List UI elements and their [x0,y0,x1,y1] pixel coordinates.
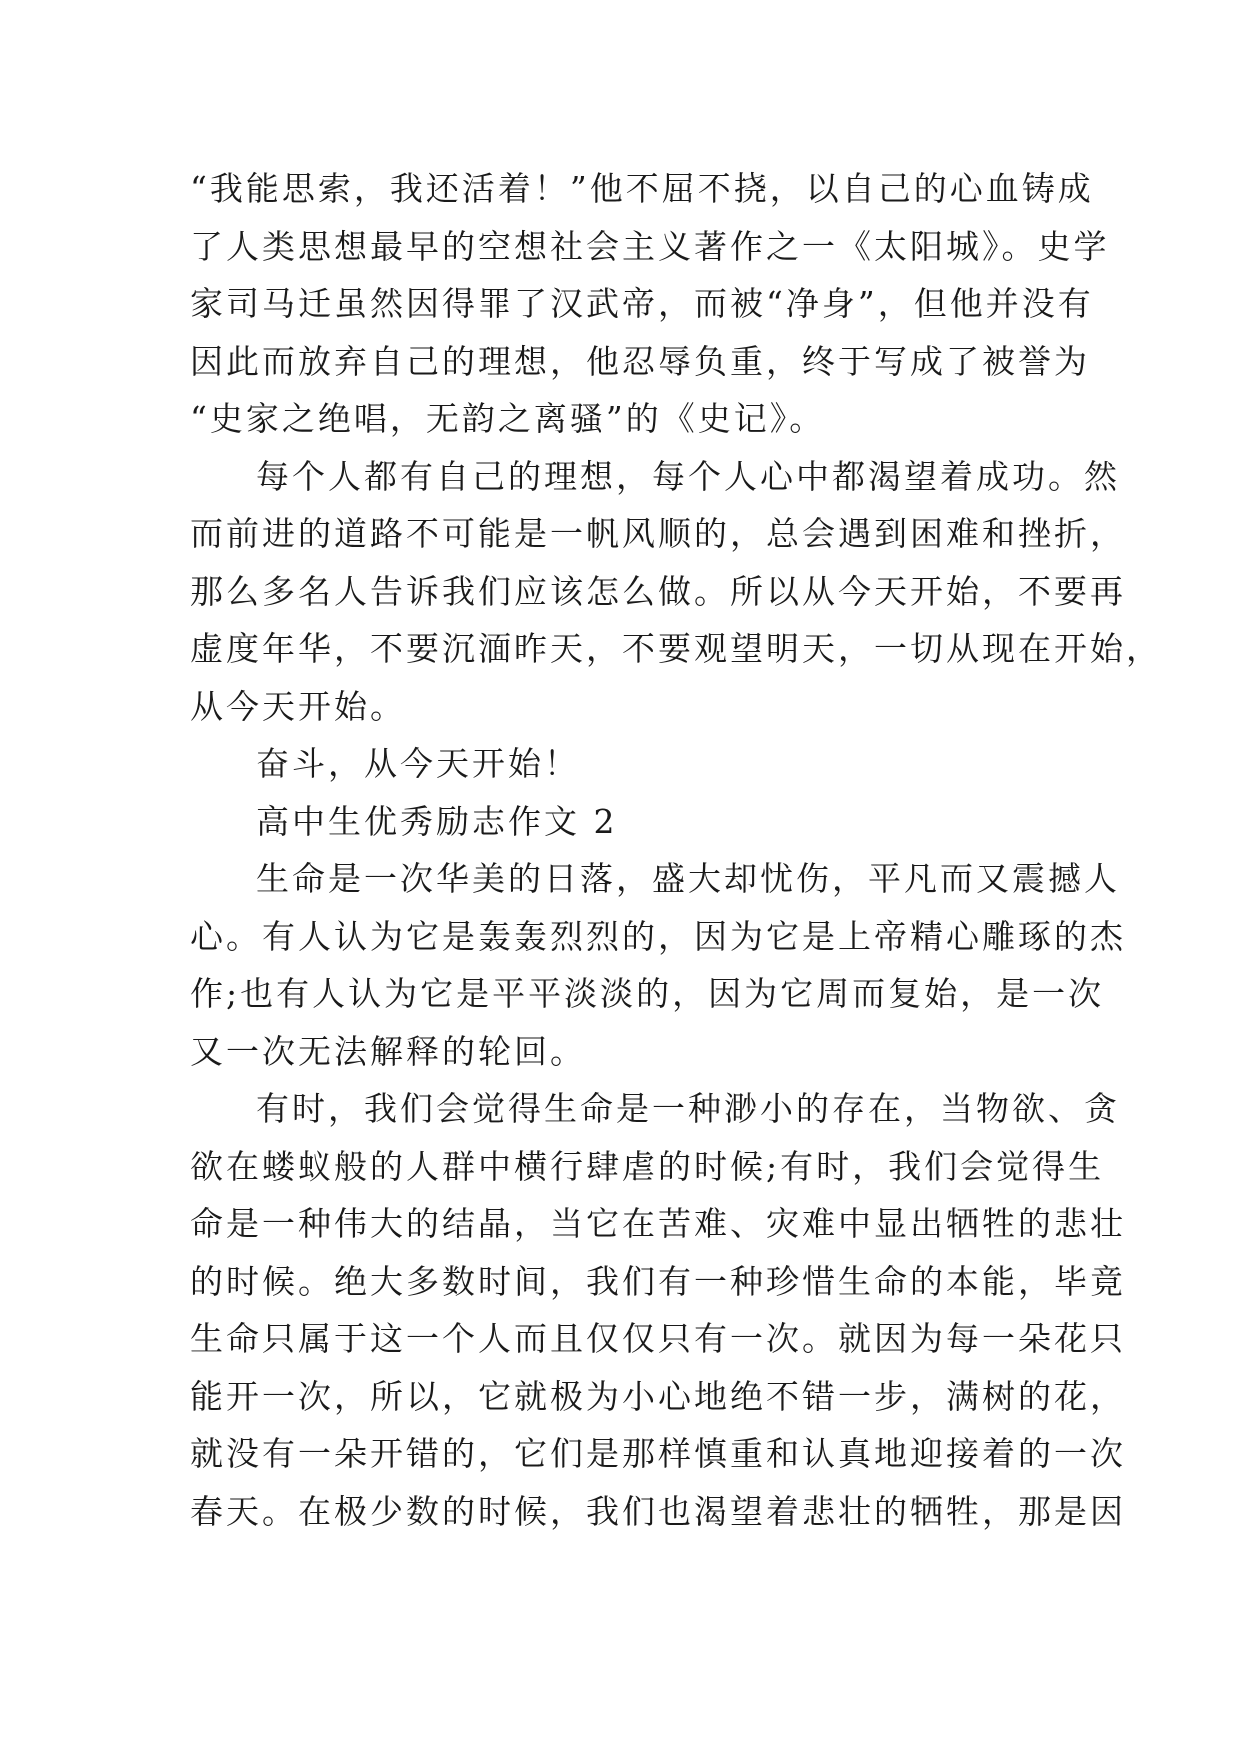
text-line: 因此而放弃自己的理想，他忍辱负重，终于写成了被誉为 [190,341,1090,381]
text-line: 欲在蝼蚁般的人群中横行肆虐的时候;有时，我们会觉得生 [190,1146,1105,1186]
text-line: 生命只属于这一个人而且仅仅只有一次。就因为每一朵花只 [190,1319,1126,1358]
text-line: 了人类思想最早的空想社会主义著作之一《太阳城》。史学 [190,226,1110,266]
document-body [190,160,1162,1540]
text-line: 的时候。绝大多数时间，我们有一种珍惜生命的本能，毕竟 [190,1261,1126,1301]
text-line: “史家之绝唱，无韵之离骚”的《史记》。 [190,399,826,438]
text-line: 那么多名人告诉我们应该怎么做。所以从今天开始，不要再 [190,571,1126,611]
text-line: 奋斗，从今天开始！ [256,744,580,783]
text-line: 又一次无法解释的轮回。 [190,1031,586,1071]
text-line: 就没有一朵开错的，它们是那样慎重和认真地迎接着的一次 [190,1434,1126,1473]
text-line: 每个人都有自己的理想，每个人心中都渴望着成功。然 [256,456,1120,496]
text-line: 命是一种伟大的结晶，当它在苦难、灾难中显出牺牲的悲壮 [190,1204,1126,1243]
text-line: 春天。在极少数的时候，我们也渴望着悲壮的牺牲，那是因 [190,1491,1126,1531]
text-line: 高中生优秀励志作文 2 [256,801,618,841]
text-line: 能开一次，所以，它就极为小心地绝不错一步，满树的花， [190,1376,1126,1416]
text-line: 家司马迁虽然因得罪了汉武帝，而被“净身”，但他并没有 [190,284,1094,323]
text-line: 有时，我们会觉得生命是一种渺小的存在，当物欲、贪 [256,1089,1120,1128]
text-line: 生命是一次华美的日落，盛大却忧伤，平凡而又震撼人 [256,859,1120,898]
text-line: 从今天开始。 [190,686,406,726]
text-line: 虚度年华，不要沉湎昨天，不要观望明天，一切从现在开始， [190,629,1162,668]
text-line: “我能思索，我还活着！”他不屈不挠，以自己的心血铸成 [190,169,1094,208]
text-line: 作;也有人认为它是平平淡淡的，因为它周而复始，是一次 [190,974,1105,1013]
text-line: 而前进的道路不可能是一帆风顺的，总会遇到困难和挫折， [190,514,1126,553]
text-line: 心。有人认为它是轰轰烈烈的，因为它是上帝精心雕琢的杰 [190,916,1126,956]
